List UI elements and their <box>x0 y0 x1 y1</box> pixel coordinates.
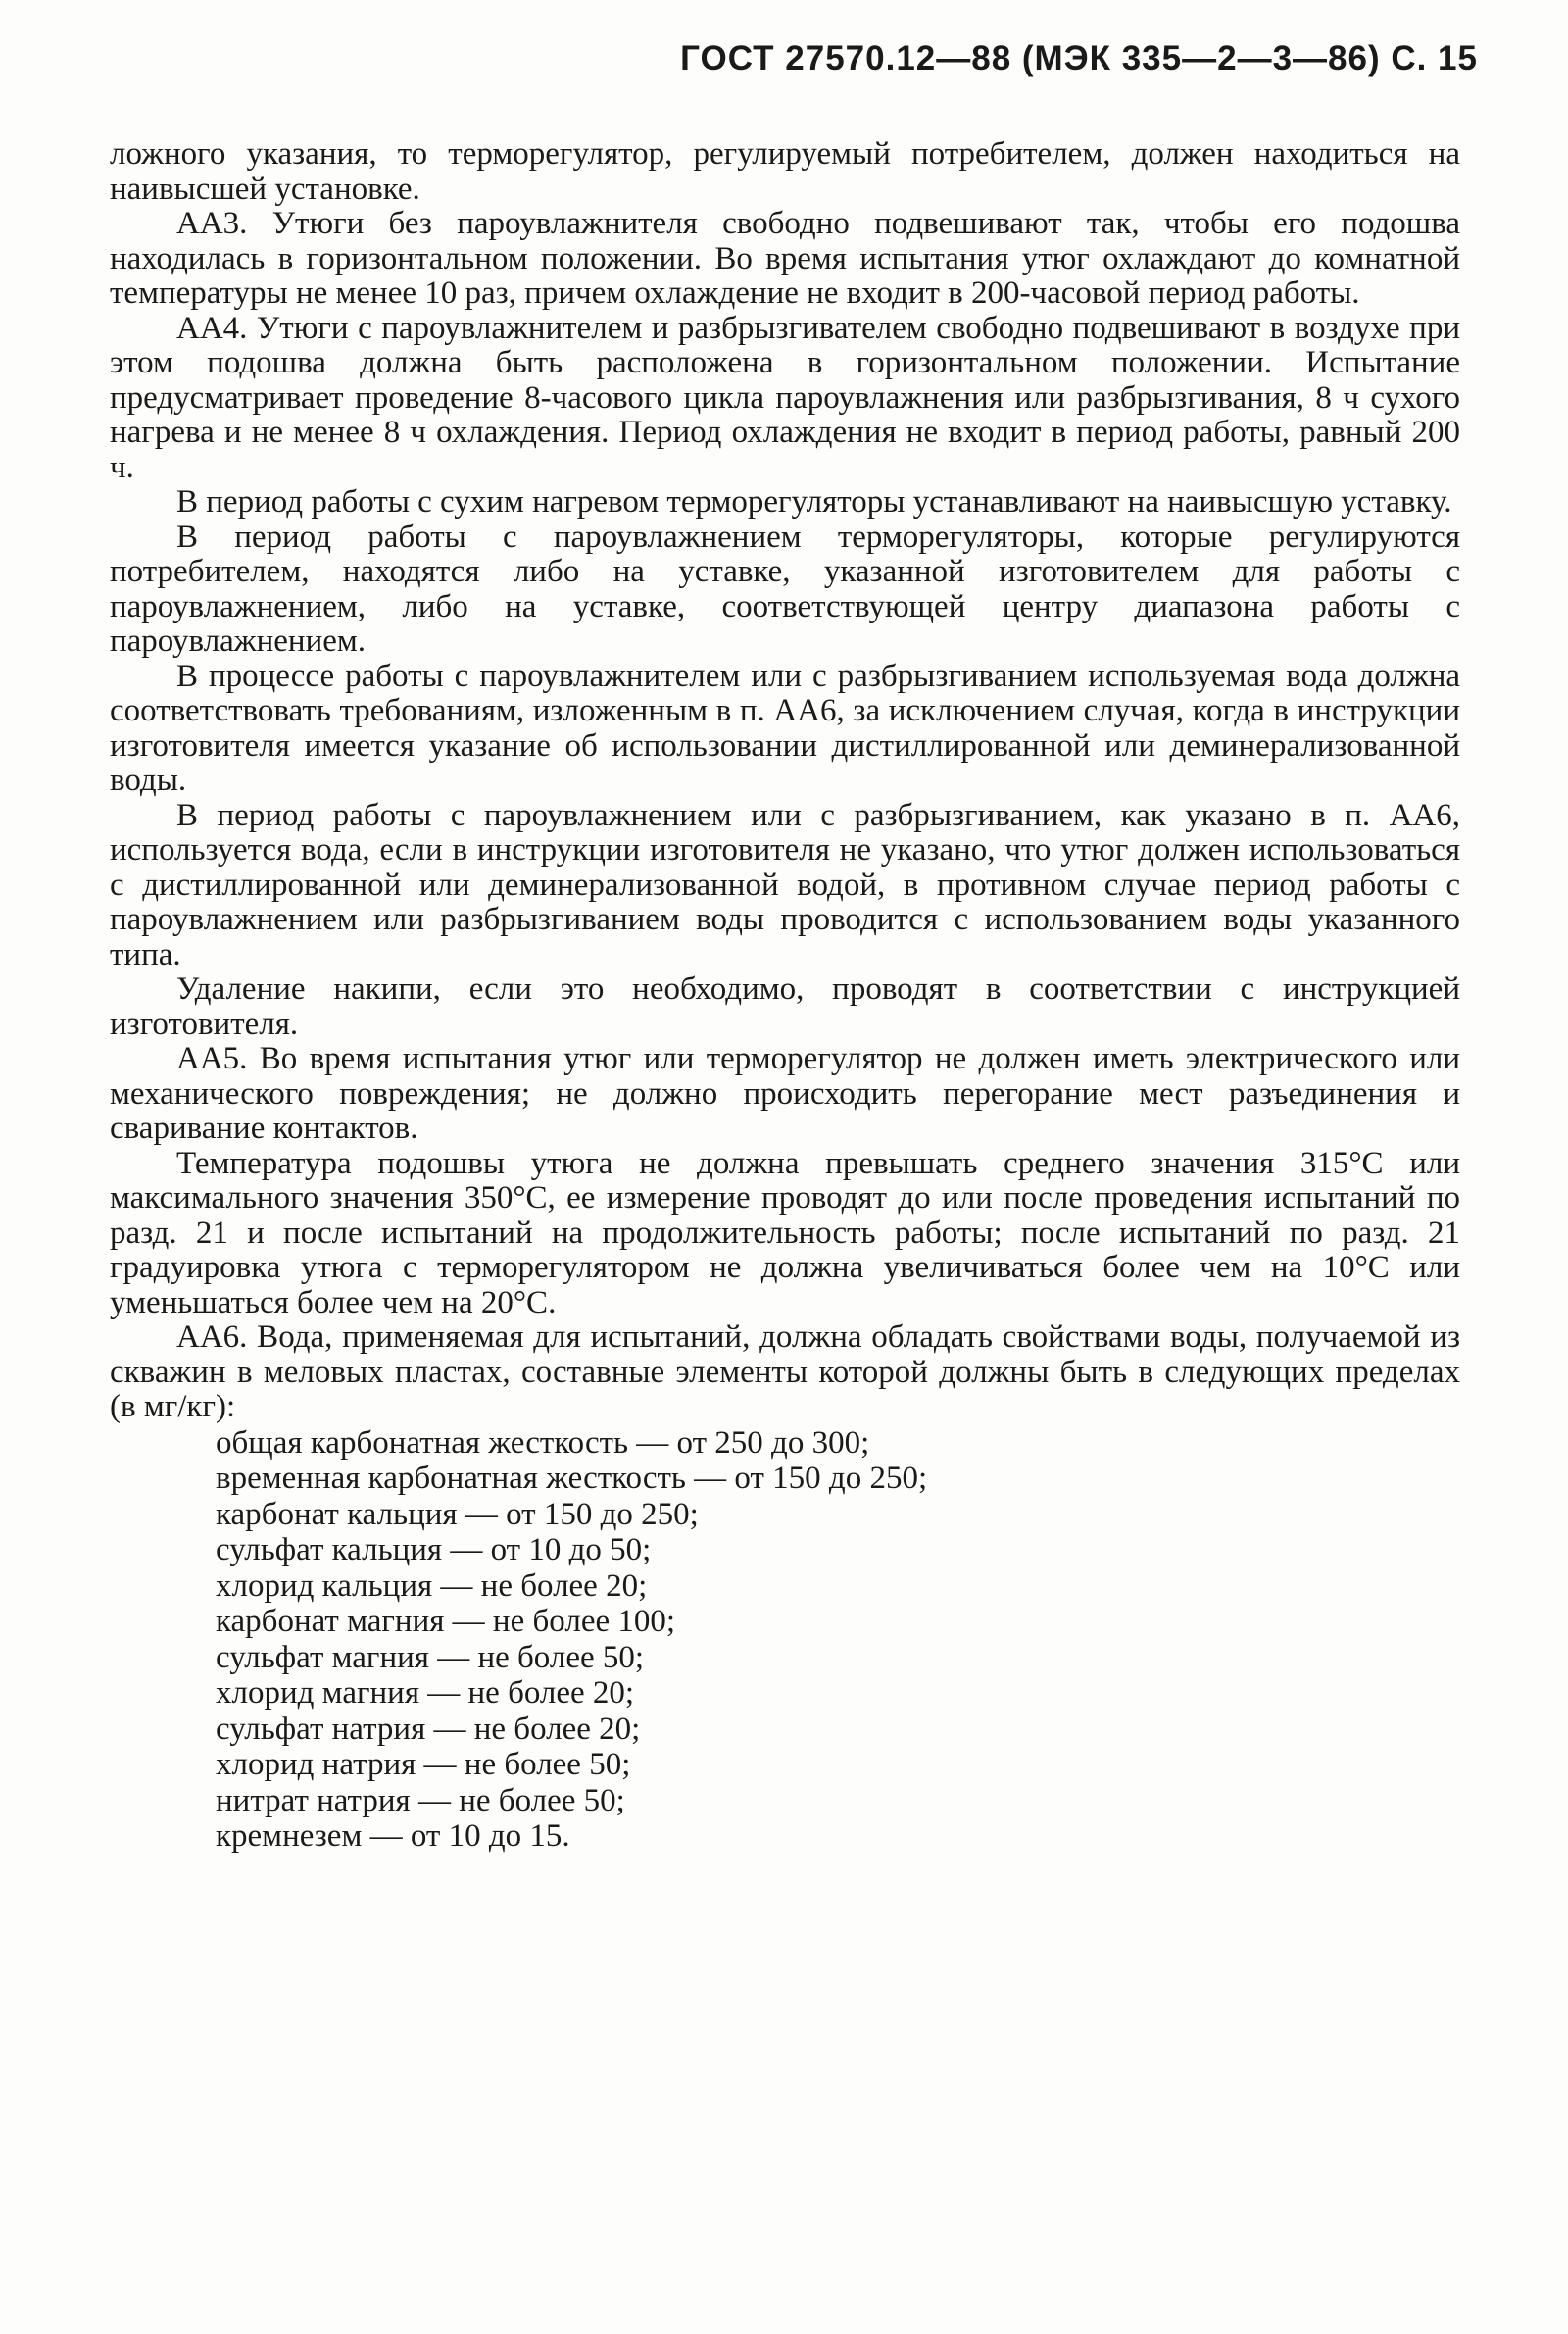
paragraph-descaling: Удаление накипи, если это необходимо, проводят в соответствии с инструкцией изготовителя. <box>110 971 1460 1042</box>
list-item: хлорид магния — не более 20; <box>216 1675 635 1711</box>
document-body <box>110 137 1460 1855</box>
paragraph-water-usage: В период работы с пароувлажнением или с разбрызгиванием, как указано в п. АА6, используется вода, если в инструкции изготовителя не указано, что утюг должен использоваться с дистиллированной или деминерализованной водой, в противном случае период работы с пароувлажнением или разбрызгиванием воды проводится с использованием воды указанного типа. <box>110 797 1460 972</box>
paragraph-soleplate-temperature: Температура подошвы утюга не должна превышать среднего значения 315°С или максимального значения 350°С, ее измерение проводят до или после проведения испытаний по разд. 21 и после испытаний на продолжительность работы; после испытаний по разд. 21 градуировка утюга с терморегулятором не должна увеличиваться более чем на 10°С или уменьшаться более чем на 20°С. <box>110 1145 1460 1320</box>
paragraph-water-requirements: В процессе работы с пароувлажнителем или с разбрызгиванием используемая вода должна соответствовать требованиям, изложенным в п. АА6, за исключением случая, когда в инструкции изготовителя имеется указание об использовании дистиллированной или деминерализованной воды. <box>110 658 1460 798</box>
list-item: сульфат магния — не более 50; <box>216 1639 645 1675</box>
list-item: сульфат натрия — не более 20; <box>216 1711 641 1747</box>
page-header: ГОСТ 27570.12—88 (МЭК 335—2—3—86) С. 15 <box>680 39 1478 77</box>
paragraph-aa5: АА5. Во время испытания утюг или терморегулятор не должен иметь электрического или механического повреждения; не должно происходить перегорание мест разъединения и сваривание контактов. <box>110 1041 1460 1146</box>
list-item: карбонат магния — не более 100; <box>216 1604 676 1639</box>
list-item: сульфат кальция — от 10 до 50; <box>216 1532 652 1567</box>
water-composition-list <box>110 1425 1460 1855</box>
list-item: карбонат кальция — от 150 до 250; <box>216 1496 699 1532</box>
list-item: хлорид кальция — не более 20; <box>216 1567 648 1604</box>
paragraph-aa4: АА4. Утюги с пароувлажнителем и разбрызгивателем свободно подвешивают в воздухе при этом подошва должна быть расположена в горизонтальном положении. Испытание предусматривает проведение 8-часового цикла пароувлажнения или разбрызгивания, 8 ч сухого нагрева и не менее 8 ч охлаждения. Период охлаждения не входит в период работы, равный 200 ч. <box>110 310 1460 485</box>
paragraph-aa6: АА6. Вода, применяемая для испытаний, должна обладать свойствами воды, получаемой из скважин в меловых пластах, составные элементы которой должны быть в следующих пределах (в мг/кг): <box>110 1319 1460 1424</box>
list-item: общая карбонатная жесткость — от 250 до 300; <box>216 1424 870 1461</box>
list-item: нитрат натрия — не более 50; <box>216 1782 625 1818</box>
list-item: временная карбонатная жесткость — от 150 до 250; <box>216 1461 928 1496</box>
paragraph-continuation: ложного указания, то терморегулятор, регулируемый потребителем, должен находиться на наивысшей установке. <box>110 136 1460 207</box>
paragraph-steaming-setting: В период работы с пароувлажнением терморегуляторы, которые регулируются потребителем, находятся либо на уставке, указанной изготовителем для работы с пароувлажнением, либо на уставке, соответствующей центру диапазона работы с пароувлажнением. <box>110 519 1460 659</box>
list-item: кремнезем — от 10 до 15. <box>216 1818 570 1854</box>
paragraph-dry-heating: В период работы с сухим нагревом терморегуляторы устанавливают на наивысшую уставку. <box>176 484 1452 520</box>
paragraph-aa3: АА3. Утюги без пароувлажнителя свободно подвешивают так, чтобы его подошва находилась в горизонтальном положении. Во время испытания утюг охлаждают до комнатной температуры не менее 10 раз, причем охлаждение не входит в 200-часовой период работы. <box>110 206 1460 311</box>
list-item: хлорид натрия — не более 50; <box>216 1747 631 1782</box>
